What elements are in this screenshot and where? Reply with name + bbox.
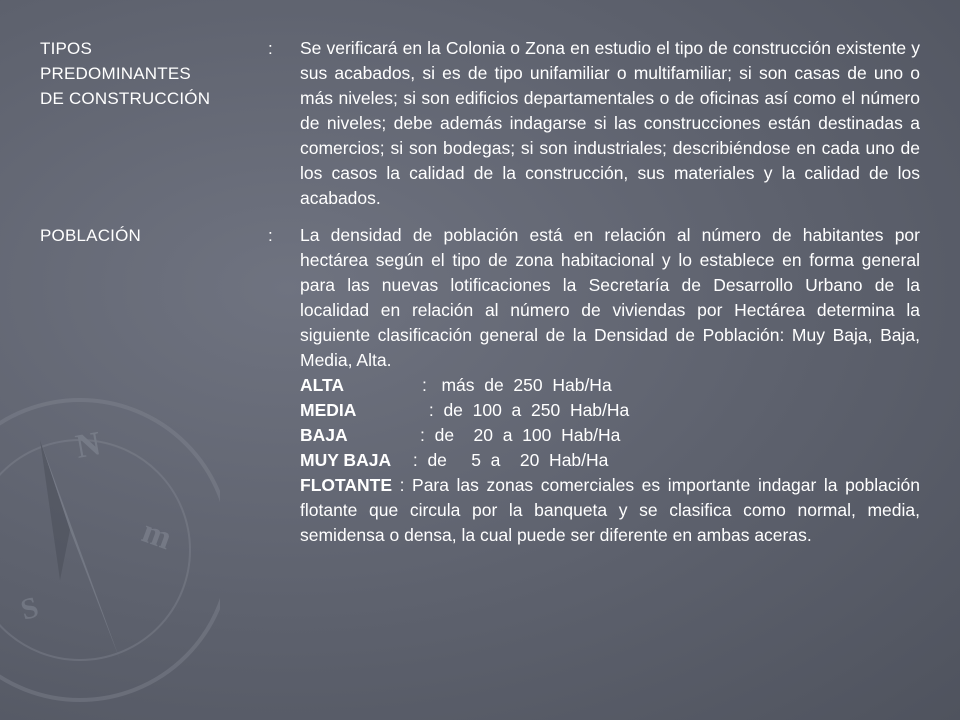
density-name: MEDIA [300,400,357,420]
density-value: : más de 250 Hab/Ha [422,375,612,395]
section-population [40,223,920,548]
section-text-construction: Se verificará en la Colonia o Zona en estudio el tipo de construcción existente y sus acabados, si es de tipo unifamiliar o multifamiliar; si son casas de uno o más niveles; si son edificios departamentales o de oficinas así como el número de niveles; debe además indagarse si las construcciones están destinadas a comercios; si son bodegas; si son industriales; describiéndose en cada uno de los casos la calidad de la construcción, sus materiales y la calidad de los acabados. [300,38,920,208]
section-text-population [300,223,920,548]
density-value: : de 5 a 20 Hab/Ha [408,450,609,470]
slide-content [40,36,920,548]
section-construction [40,36,920,211]
density-row [300,373,920,398]
section-colon: : [268,226,273,245]
density-value: : de 20 a 100 Hab/Ha [420,425,621,445]
floating-name: FLOTANTE [300,475,393,495]
density-name: MUY BAJA [300,450,392,470]
density-value: : de 100 a 250 Hab/Ha [424,400,630,420]
section-label-construction: TIPOS PREDOMINANTES DE CONSTRUCCIÓN [40,39,211,108]
svg-text:m: m [137,512,177,558]
section-label-population: POBLACIÓN [40,226,141,245]
density-list [300,373,920,473]
svg-text:S: S [17,590,42,627]
density-name: ALTA [300,375,345,395]
floating-text: : Para las zonas comerciales es importante indagar la población flotante que circula por la banqueta y se clasifica como normal, media, semidensa o densa, la cual puede ser diferente en ambas aceras. [300,475,920,545]
density-row [300,423,920,448]
density-row [300,398,920,423]
floating-population [300,473,920,548]
population-intro: La densidad de población está en relación al número de habitantes por hectárea según el tipo de zona habitacional y lo establece en forma general para las nuevas lotificaciones la Secretaría de Desarrollo Urbano de la localidad en relación al número de viviendas por Hectárea determina la siguiente clasificación general de la Densidad de Población: Muy Baja, Baja, Media, Alta. [300,225,920,370]
svg-text:N: N [72,425,104,466]
section-colon: : [268,39,273,58]
density-name: BAJA [300,425,348,445]
density-row [300,448,920,473]
